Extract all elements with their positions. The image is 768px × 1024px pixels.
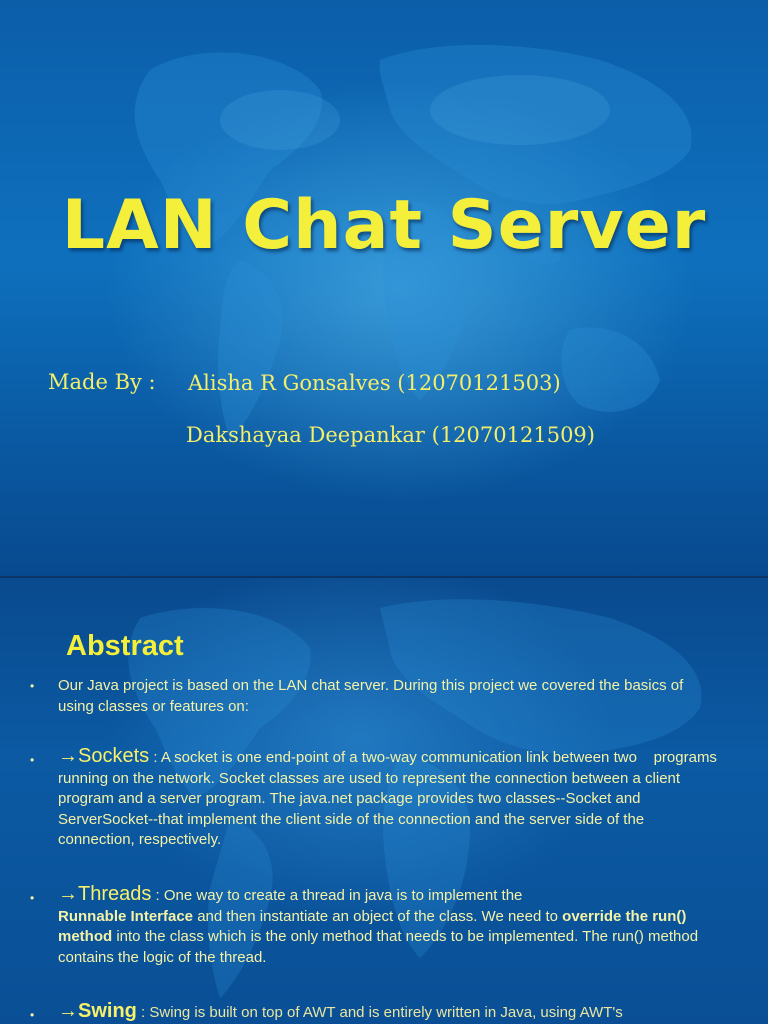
swing-text: : Swing is built on top of AWT and is entirely written in Java, using AWT's	[136, 1004, 623, 1021]
swing-bullet	[30, 1001, 720, 1024]
abstract-heading: Abstract	[66, 630, 184, 662]
threads-text-b: and then instantiate an object of the class. We need to	[193, 907, 563, 925]
author-1: Alisha R Gonsalves (12070121503)	[188, 371, 561, 395]
intro-bullet	[30, 676, 720, 717]
made-by-label: Made By :	[48, 370, 156, 394]
threads-bold-b: override the run() method	[58, 907, 687, 945]
threads-text-c: into the class which is the only method that needs to be implemented. The run() method contains the logic of the thread.	[58, 928, 699, 966]
sockets-bullet	[30, 746, 720, 851]
abstract-slide	[0, 578, 768, 1024]
threads-bold-a: Runnable Interface	[58, 907, 194, 925]
sockets-label: →Sockets	[58, 745, 150, 767]
sockets-text: : A socket is one end-point of a two-way communication link between two programs running on the network. Socket classes are used to represent the connection between a client program and a server program. The java.net package provides two classes--Socket and ServerSocket--that implement the client side of the connection and the server side of the connection, respectively.	[58, 749, 722, 848]
swing-label: →Swing	[58, 1000, 137, 1022]
bullet-dot-icon: •	[30, 891, 35, 905]
intro-text: Our Java project is based on the LAN chat server. During this project we covered the basics of using classes or features on:	[58, 677, 684, 715]
bullet-dot-icon: •	[30, 679, 35, 693]
threads-bullet	[30, 884, 720, 968]
threads-label: →Threads	[58, 883, 152, 905]
bullet-dot-icon: •	[30, 1008, 35, 1022]
bullet-dot-icon: •	[30, 753, 35, 767]
threads-text-a: : One way to create a thread in java is to implement the	[151, 887, 523, 904]
author-2: Dakshayaa Deepankar (12070121509)	[186, 423, 595, 447]
presentation-title: LAN Chat Server	[61, 186, 707, 265]
